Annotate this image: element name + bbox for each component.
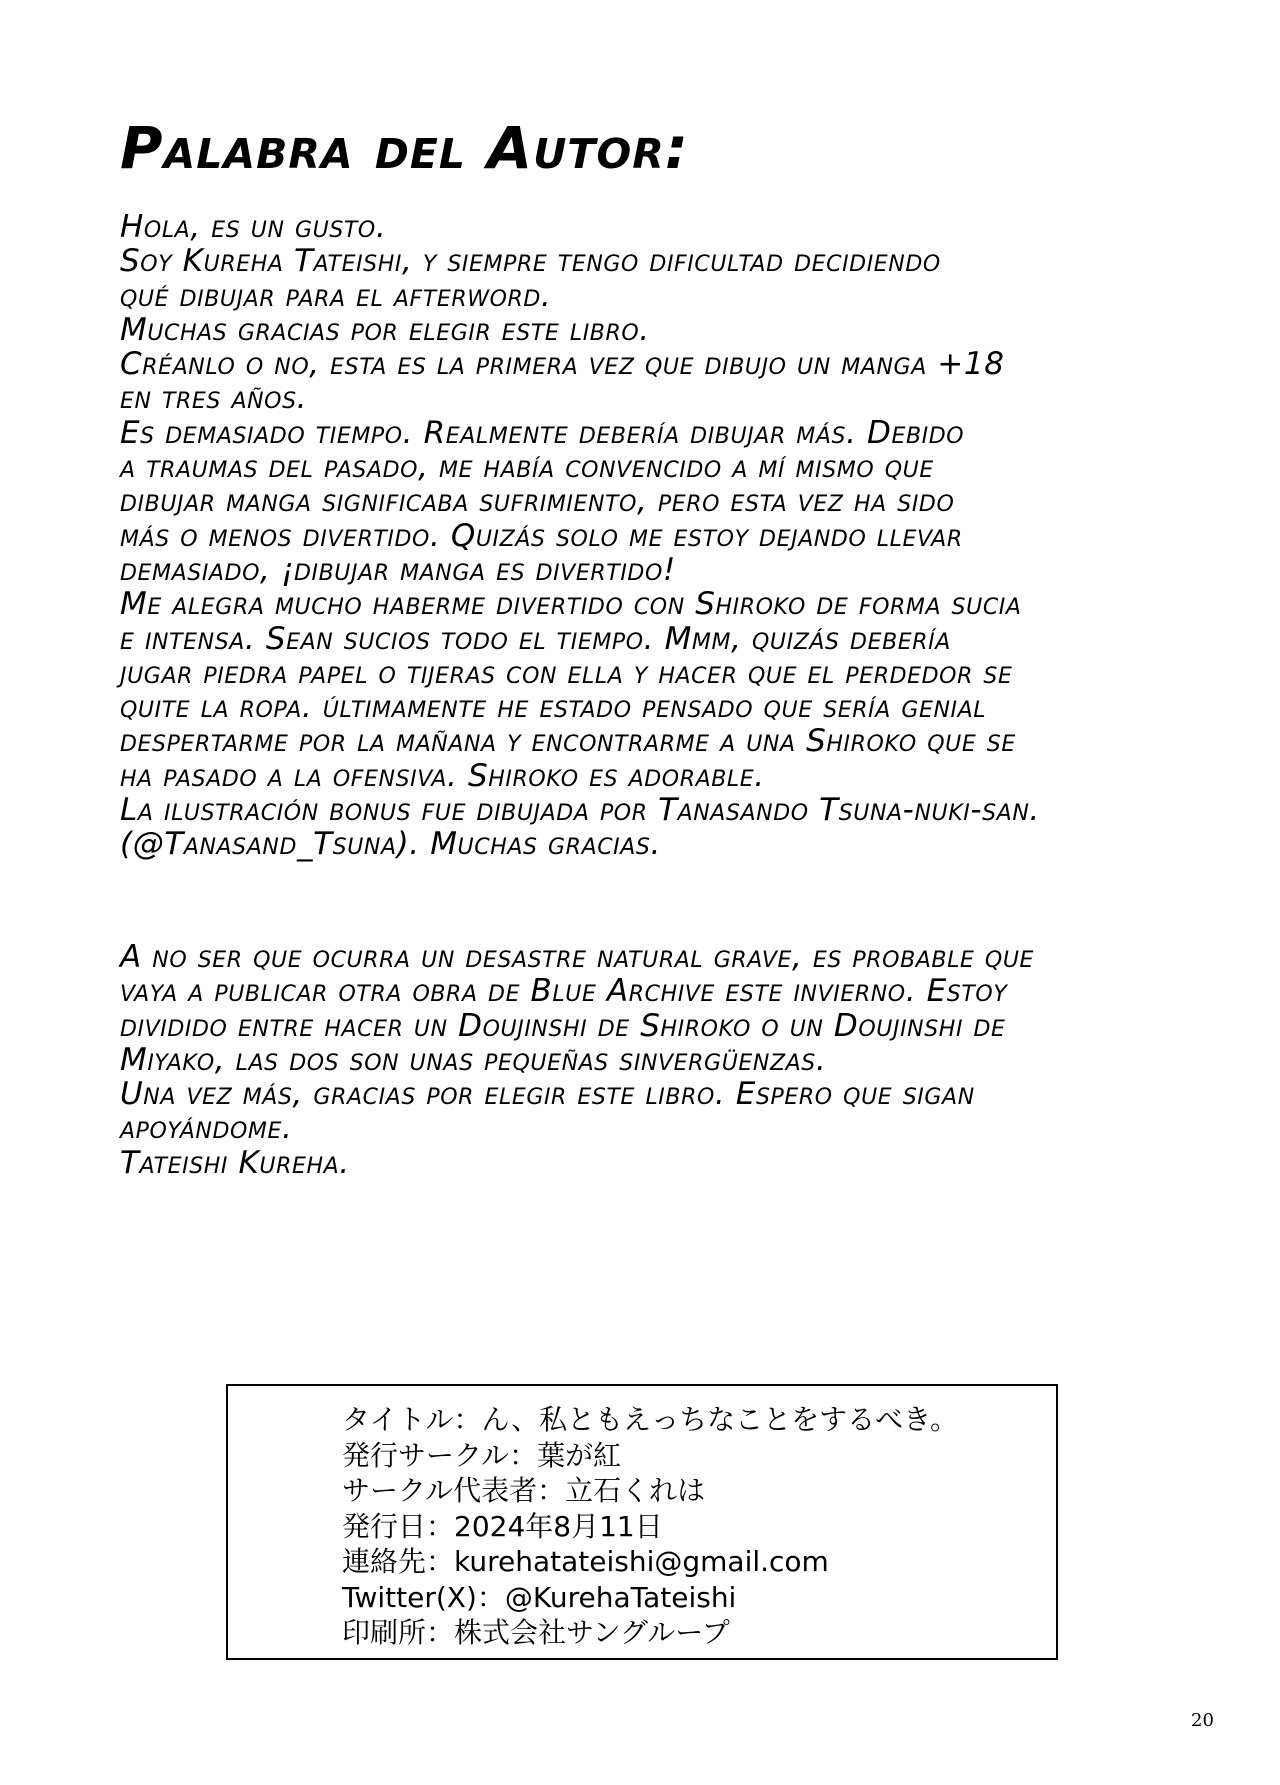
colophon-date: 発行日：2024年8月11日 — [342, 1509, 663, 1543]
colophon-twitter: Twitter(X)：@KurehaTateishi — [342, 1580, 737, 1614]
afterword-paragraph-2 — [120, 940, 1034, 1180]
text-line: apoyándome. — [120, 1110, 293, 1147]
text-line: despertarme por la mañana y encontrarme a una Shiroko que se — [120, 723, 1016, 760]
text-line: Créanlo o no, esta es la primera vez que dibujo un manga +18 — [120, 346, 1005, 383]
text-line: jugar piedra papel o tijeras con ella y hacer que el perdedor se — [120, 654, 1013, 691]
text-line: demasiado, ¡dibujar manga es divertido! — [120, 551, 676, 588]
text-line: A no ser que ocurra un desastre natural grave, es probable que — [120, 939, 1035, 975]
text-line: Me alegra mucho haberme divertido con Shiroko de forma sucia — [120, 586, 1022, 623]
text-line: Miyako, las dos son unas pequeñas sinvergüenzas. — [120, 1041, 827, 1078]
text-line: e intensa. Sean sucios todo el tiempo. Mmm, quizás debería — [120, 620, 951, 657]
author-signature: Tateishi Kureha. — [120, 1144, 350, 1181]
colophon-printer: 印刷所：株式会社サングループ — [342, 1616, 730, 1649]
text-line: a traumas del pasado, me había convencido a mí mismo que — [120, 449, 934, 486]
text-line: dibujar manga significaba sufrimiento, pero esta vez ha sido — [120, 483, 955, 520]
colophon-circle: 発行サークル：葉が紅 — [342, 1438, 622, 1472]
colophon-contact: 連絡先：kurehatateishi@gmail.com — [342, 1545, 829, 1578]
text-line: Muchas gracias por elegir este libro. — [120, 311, 650, 348]
text-line: ha pasado a la ofensiva. Shiroko es adorable. — [120, 757, 765, 794]
text-line: vaya a publicar otra obra de Blue Archive este invierno. Estoy — [120, 973, 1008, 1010]
text-line: quite la ropa. últimamente he estado pensado que sería genial — [120, 689, 987, 726]
text-line: más o menos divertido. Quizás solo me estoy dejando llevar — [120, 517, 963, 554]
text-line: Una vez más, gracias por elegir este libro. Espero que sigan — [120, 1076, 975, 1113]
text-line: Soy Kureha Tateishi, y siempre tengo dificultad decidiendo — [120, 243, 941, 280]
colophon-title: タイトル：ん、私ともえっちなことをするべき。 — [342, 1403, 959, 1436]
afterword-paragraph-1 — [120, 210, 1040, 862]
colophon-box — [226, 1384, 1058, 1660]
colophon-representative: サークル代表者：立石くれは — [342, 1474, 706, 1507]
text-line: Hola, es un gusto. — [120, 209, 387, 245]
text-line: La ilustración bonus fue dibujada por Tanasando Tsuna-nuki-san. — [120, 792, 1040, 829]
colophon-list — [342, 1402, 958, 1651]
text-line: en tres años. — [120, 380, 308, 417]
text-line: Es demasiado tiempo. Realmente debería dibujar más. Debido — [120, 414, 965, 451]
page-number: 20 — [1191, 1710, 1214, 1731]
afterword-title: Palabra del Autor: — [120, 114, 689, 182]
text-line: qué dibujar para el afterword. — [120, 277, 552, 314]
text-line: dividido entre hacer un Doujinshi de Shiroko o un Doujinshi de — [120, 1007, 1006, 1044]
text-line: (@Tanasand_Tsuna). Muchas gracias. — [120, 826, 661, 863]
